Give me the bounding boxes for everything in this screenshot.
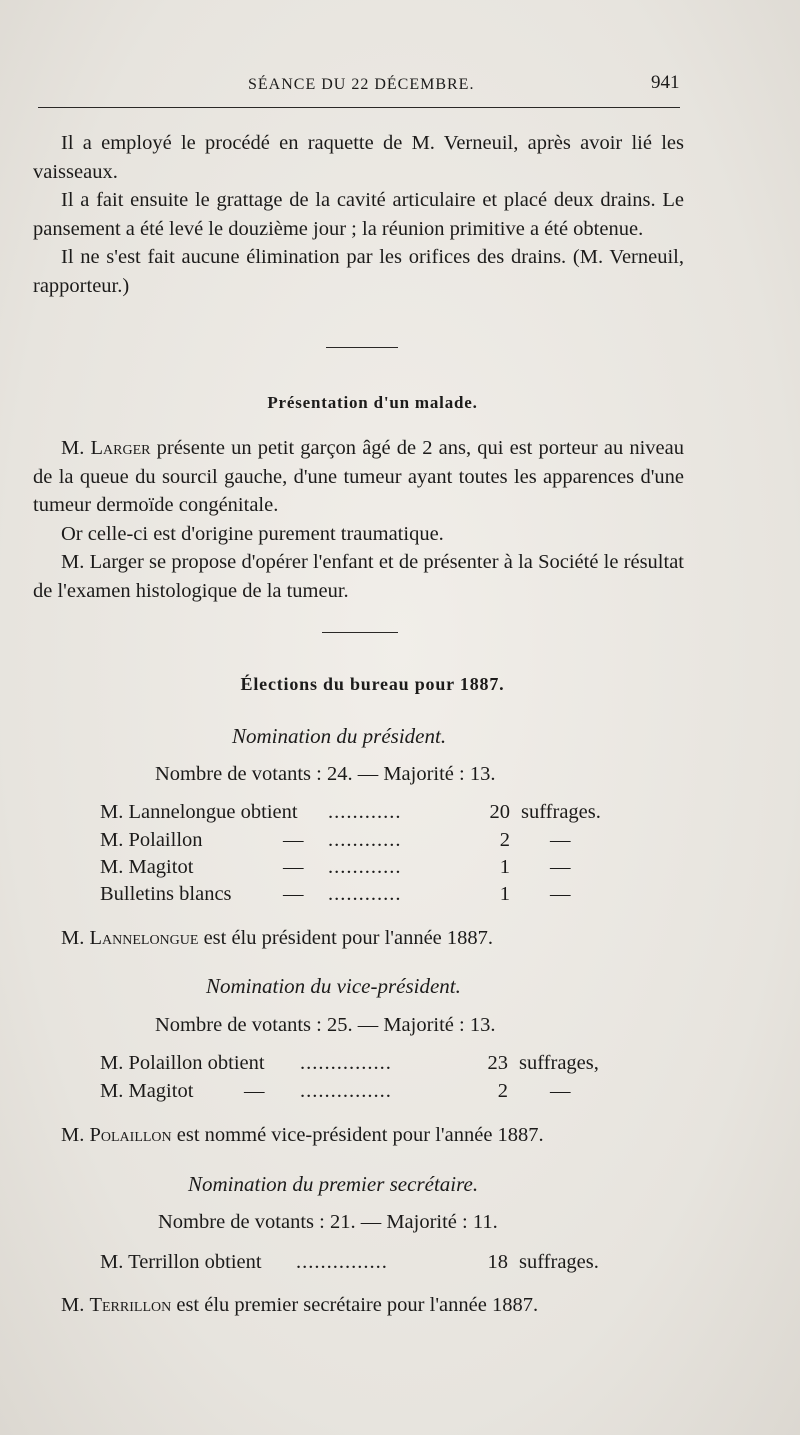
elected-name: Lannelongue — [89, 927, 199, 949]
result-unit: — — [550, 1080, 571, 1102]
result-unit: — — [550, 856, 571, 878]
section-separator — [322, 632, 398, 633]
intro-paragraph-1: Il a employé le procédé en raquette de M. Verneuil, après avoir lié les vaisseaux. — [33, 132, 684, 183]
result-count: 2 — [497, 1080, 508, 1102]
presentation-paragraph-3: M. Larger se propose d'opérer l'enfant et de présenter à la Société le résultat de l'examen histologique de la tumeur. — [33, 551, 684, 602]
president-nomination-title: Nomination du président. — [232, 724, 447, 748]
ditto-dash: — — [283, 883, 304, 905]
result-name: M. Polaillon obtient — [100, 1052, 265, 1074]
ditto-dash: — — [283, 856, 304, 878]
section-separator — [326, 347, 398, 348]
outcome-text: est nommé vice-président pour l'année 1887. — [171, 1124, 544, 1146]
leader-dots: ............ — [328, 801, 402, 823]
elections-heading: Élections du bureau pour 1887. — [240, 674, 505, 694]
leader-dots: ............ — [328, 856, 402, 878]
president-outcome — [61, 927, 493, 950]
leader-dots: ............ — [328, 829, 402, 851]
leader-dots: ............ — [328, 883, 402, 905]
ditto-dash: — — [244, 1080, 265, 1102]
outcome-prefix: M. — [61, 1124, 90, 1146]
intro-text — [33, 129, 684, 300]
secretary-nomination-title: Nomination du premier secrétaire. — [188, 1172, 479, 1196]
intro-paragraph-2: Il a fait ensuite le grattage de la cavité articulaire et placé deux drains. Le pansement a été levé le douzième jour ; la réunion primitive a été obtenue. — [33, 189, 684, 240]
outcome-text: est élu premier secrétaire pour l'année 1887. — [171, 1294, 539, 1316]
presentation-paragraph-2: Or celle-ci est d'origine purement traumatique. — [61, 522, 444, 545]
presentation-paragraph-1-text: présente un petit garçon âgé de 2 ans, qui est porteur au niveau de la queue du sourcil gauche, d'une tumeur ayant toutes les apparences d'une tumeur dermoïde congénitale. — [33, 437, 684, 516]
leader-dots: ............... — [300, 1080, 392, 1102]
result-count: 18 — [487, 1251, 508, 1273]
presentation-prefix: M. — [61, 437, 91, 459]
ditto-dash: — — [283, 829, 304, 851]
elected-name: Polaillon — [89, 1124, 172, 1146]
presentation-heading: Présentation d'un malade. — [267, 393, 478, 412]
result-name: M. Magitot — [100, 1080, 194, 1102]
elected-name: Terrillon — [89, 1294, 172, 1316]
page-number: 941 — [651, 72, 680, 93]
outcome-text: est élu président pour l'année 1887. — [198, 927, 494, 949]
header-rule — [38, 107, 680, 108]
vice-president-outcome — [61, 1124, 544, 1147]
result-unit: suffrages. — [519, 1251, 599, 1273]
leader-dots: ............... — [296, 1251, 388, 1273]
result-count: 2 — [499, 829, 510, 851]
presentation-surgeon-name: Larger — [90, 437, 151, 459]
outcome-prefix: M. — [61, 927, 90, 949]
result-name: M. Magitot — [100, 856, 194, 878]
intro-paragraph-3: Il ne s'est fait aucune élimination par les orifices des drains. (M. Verneuil, rapporteur.) — [33, 246, 684, 297]
result-name: Bulletins blancs — [100, 883, 232, 905]
secretary-outcome — [61, 1294, 538, 1317]
result-count: 20 — [489, 801, 510, 823]
result-unit: — — [550, 883, 571, 905]
result-name: M. Lannelongue obtient — [100, 801, 298, 823]
result-name: M. Terrillon obtient — [100, 1251, 262, 1273]
result-unit: suffrages, — [519, 1052, 599, 1074]
result-unit: suffrages. — [521, 801, 601, 823]
vice-president-nomination-title: Nomination du vice-président. — [206, 974, 461, 998]
outcome-prefix: M. — [61, 1294, 90, 1316]
result-count: 1 — [499, 883, 510, 905]
vice-president-vote-count: Nombre de votants : 25. — Majorité : 13. — [155, 1014, 496, 1036]
running-title: SÉANCE DU 22 DÉCEMBRE. — [248, 76, 475, 93]
result-unit: — — [550, 829, 571, 851]
presentation-text — [33, 434, 684, 605]
result-name: M. Polaillon — [100, 829, 203, 851]
secretary-vote-count: Nombre de votants : 21. — Majorité : 11. — [158, 1211, 498, 1233]
result-count: 23 — [487, 1052, 508, 1074]
leader-dots: ............... — [300, 1052, 392, 1074]
result-count: 1 — [499, 856, 510, 878]
president-vote-count: Nombre de votants : 24. — Majorité : 13. — [155, 763, 496, 785]
presentation-paragraph-1 — [33, 434, 684, 520]
